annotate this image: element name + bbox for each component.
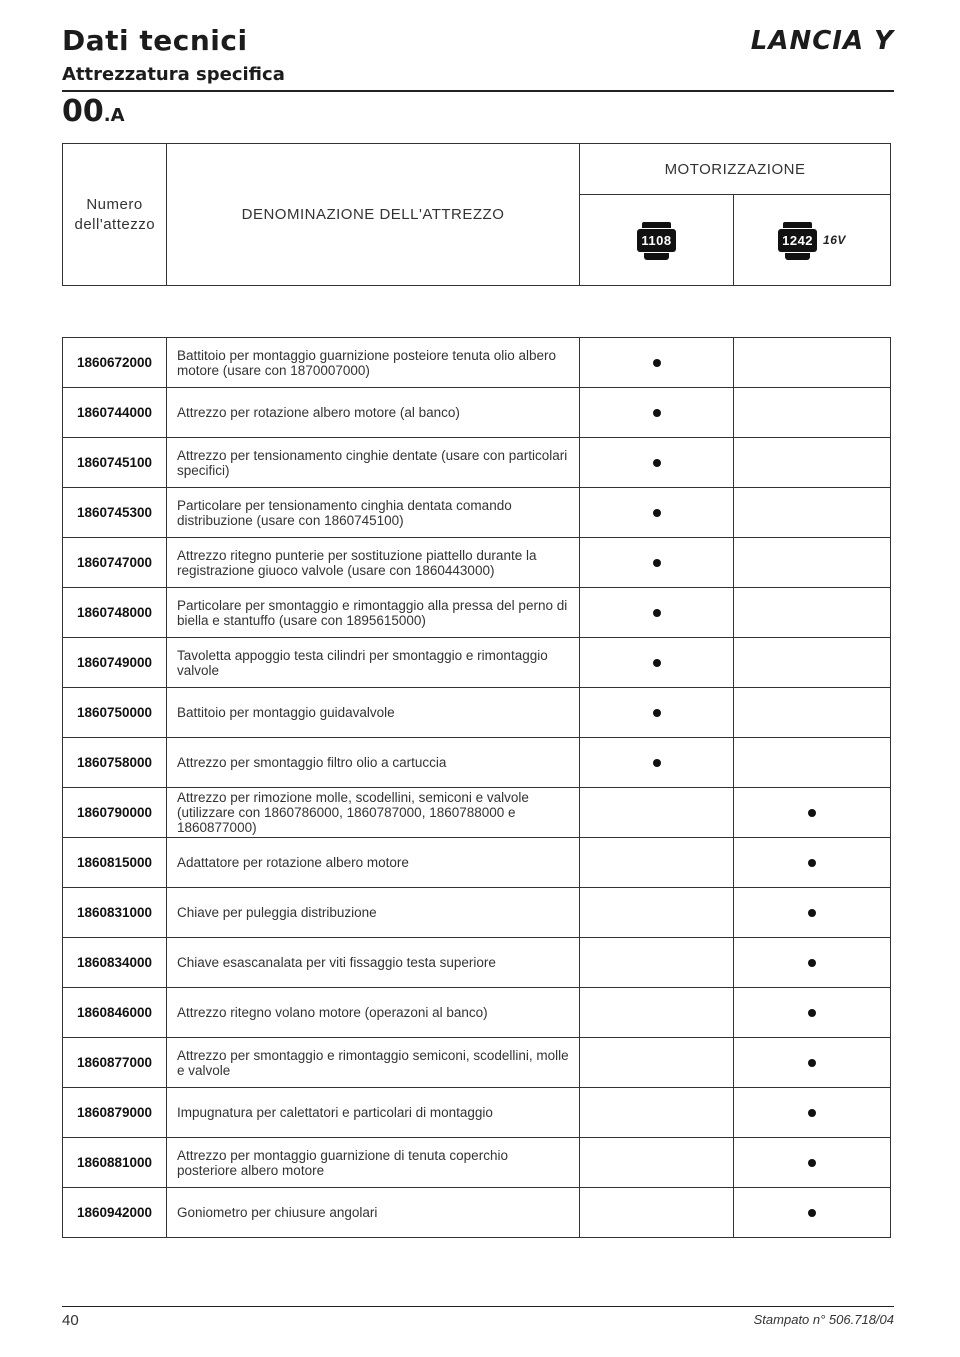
engine-1108-cell bbox=[580, 538, 734, 588]
tool-description: Attrezzo per montaggio guarnizione di tenuta coperchio posteriore albero motore bbox=[167, 1138, 580, 1188]
tool-description: Goniometro per chiusure angolari bbox=[167, 1188, 580, 1238]
engine-1108-header bbox=[580, 195, 734, 286]
tool-code: 1860815000 bbox=[63, 838, 167, 888]
table-row bbox=[63, 1038, 891, 1088]
engine-1108-cell bbox=[580, 938, 734, 988]
engine-16v-label: 16V bbox=[823, 233, 846, 247]
table-row bbox=[63, 938, 891, 988]
engine-1108-cell bbox=[580, 588, 734, 638]
table-row bbox=[63, 588, 891, 638]
engine-icon bbox=[778, 229, 846, 252]
tool-description: Particolare per smontaggio e rimontaggio alla pressa del perno di biella e stantuffo (usare con 1895615000) bbox=[167, 588, 580, 638]
tool-code: 1860758000 bbox=[63, 738, 167, 788]
engine-1108-cell bbox=[580, 888, 734, 938]
engine-1242-cell bbox=[734, 438, 891, 488]
applicable-dot-icon bbox=[808, 959, 816, 967]
table-row bbox=[63, 1088, 891, 1138]
engine-1108-cell bbox=[580, 1138, 734, 1188]
engine-1108-cell bbox=[580, 438, 734, 488]
tools-table bbox=[62, 337, 891, 1238]
tool-description: Attrezzo ritegno punterie per sostituzione piattello durante la registrazione giuoco valvole (usare con 1860443000) bbox=[167, 538, 580, 588]
engine-1108-cell bbox=[580, 638, 734, 688]
engine-1242-cell bbox=[734, 588, 891, 638]
table-row bbox=[63, 888, 891, 938]
engine-1242-cell bbox=[734, 638, 891, 688]
header-rule bbox=[62, 90, 894, 92]
applicable-dot-icon bbox=[808, 1109, 816, 1117]
engine-1108-cell bbox=[580, 338, 734, 388]
tool-code: 1860747000 bbox=[63, 538, 167, 588]
engine-1242-cell bbox=[734, 938, 891, 988]
header-table bbox=[62, 143, 891, 286]
tool-code: 1860745100 bbox=[63, 438, 167, 488]
tool-code: 1860881000 bbox=[63, 1138, 167, 1188]
engine-1242-header bbox=[734, 195, 891, 286]
engine-1108-cell bbox=[580, 388, 734, 438]
tool-code: 1860749000 bbox=[63, 638, 167, 688]
tool-code: 1860748000 bbox=[63, 588, 167, 638]
table-row bbox=[63, 1138, 891, 1188]
table-row bbox=[63, 488, 891, 538]
applicable-dot-icon bbox=[808, 1009, 816, 1017]
applicable-dot-icon bbox=[808, 859, 816, 867]
tool-description: Attrezzo per smontaggio filtro olio a cartuccia bbox=[167, 738, 580, 788]
engine-1242-cell bbox=[734, 1038, 891, 1088]
engine-1242-cell bbox=[734, 788, 891, 838]
engine-1242-cell bbox=[734, 1138, 891, 1188]
table-row bbox=[63, 838, 891, 888]
applicable-dot-icon bbox=[808, 909, 816, 917]
engine-1108-cell bbox=[580, 1088, 734, 1138]
tool-description: Chiave esascanalata per viti fissaggio testa superiore bbox=[167, 938, 580, 988]
tool-code: 1860877000 bbox=[63, 1038, 167, 1088]
tool-code: 1860834000 bbox=[63, 938, 167, 988]
engine-1242-cell bbox=[734, 1188, 891, 1238]
tool-description: Attrezzo per rotazione albero motore (al banco) bbox=[167, 388, 580, 438]
page-title: Dati tecnici bbox=[62, 24, 248, 57]
engine-1242-cell bbox=[734, 488, 891, 538]
engine-1242-cell bbox=[734, 888, 891, 938]
page-subtitle: Attrezzatura specifica bbox=[62, 64, 285, 85]
section-code-suffix: .A bbox=[103, 105, 125, 126]
applicable-dot-icon bbox=[808, 1159, 816, 1167]
printed-reference: Stampato n° 506.718/04 bbox=[753, 1312, 894, 1327]
footer-rule bbox=[62, 1306, 894, 1307]
tool-description: Particolare per tensionamento cinghia dentata comando distribuzione (usare con 1860745100) bbox=[167, 488, 580, 538]
engine-1242-cell bbox=[734, 538, 891, 588]
tool-code: 1860846000 bbox=[63, 988, 167, 1038]
column-header-name: DENOMINAZIONE DELL'ATTREZZO bbox=[167, 144, 580, 286]
engine-1108-cell bbox=[580, 838, 734, 888]
tool-code: 1860831000 bbox=[63, 888, 167, 938]
engine-1108-cell bbox=[580, 488, 734, 538]
engine-1108-cell bbox=[580, 1038, 734, 1088]
engine-1108-cell bbox=[580, 688, 734, 738]
applicable-dot-icon bbox=[808, 809, 816, 817]
engine-1242-badge: 1242 bbox=[778, 229, 817, 252]
tool-description: Battitoio per montaggio guarnizione posteiore tenuta olio albero motore (usare con 1870007000) bbox=[167, 338, 580, 388]
applicable-dot-icon bbox=[808, 1209, 816, 1217]
table-row bbox=[63, 988, 891, 1038]
engine-1108-cell bbox=[580, 988, 734, 1038]
table-row bbox=[63, 538, 891, 588]
table-row bbox=[63, 338, 891, 388]
tool-code: 1860942000 bbox=[63, 1188, 167, 1238]
engine-1108-cell bbox=[580, 738, 734, 788]
applicable-dot-icon bbox=[653, 409, 661, 417]
engine-1108-cell bbox=[580, 788, 734, 838]
brand-label: LANCIA Y bbox=[750, 26, 894, 56]
engine-1108-badge: 1108 bbox=[637, 229, 675, 252]
tool-description: Attrezzo ritegno volano motore (operazoni al banco) bbox=[167, 988, 580, 1038]
section-code-main: 00 bbox=[62, 94, 104, 129]
engine-icon bbox=[637, 229, 675, 252]
table-row bbox=[63, 738, 891, 788]
number-label: Numero dell'attezzo bbox=[74, 195, 156, 233]
tool-description: Impugnatura per calettatori e particolari di montaggio bbox=[167, 1088, 580, 1138]
engine-1242-cell bbox=[734, 838, 891, 888]
table-row bbox=[63, 788, 891, 838]
tool-code: 1860879000 bbox=[63, 1088, 167, 1138]
engine-1242-cell bbox=[734, 338, 891, 388]
tool-description: Attrezzo per tensionamento cinghie dentate (usare con particolari specifici) bbox=[167, 438, 580, 488]
applicable-dot-icon bbox=[653, 509, 661, 517]
tool-code: 1860672000 bbox=[63, 338, 167, 388]
applicable-dot-icon bbox=[653, 709, 661, 717]
page-number: 40 bbox=[62, 1312, 79, 1329]
tool-description: Attrezzo per rimozione molle, scodellini, semiconi e valvole (utilizzare con 1860786000, 1860787000, 1860788000 e 1860877000) bbox=[167, 788, 580, 838]
applicable-dot-icon bbox=[653, 559, 661, 567]
tool-code: 1860790000 bbox=[63, 788, 167, 838]
tool-description: Battitoio per montaggio guidavalvole bbox=[167, 688, 580, 738]
applicable-dot-icon bbox=[653, 359, 661, 367]
table-row bbox=[63, 388, 891, 438]
tool-code: 1860745300 bbox=[63, 488, 167, 538]
tool-description: Attrezzo per smontaggio e rimontaggio semiconi, scodellini, molle e valvole bbox=[167, 1038, 580, 1088]
engine-1242-cell bbox=[734, 388, 891, 438]
engine-1242-cell bbox=[734, 988, 891, 1038]
table-row bbox=[63, 1188, 891, 1238]
applicable-dot-icon bbox=[653, 659, 661, 667]
engine-1242-cell bbox=[734, 1088, 891, 1138]
applicable-dot-icon bbox=[808, 1059, 816, 1067]
engine-1108-cell bbox=[580, 1188, 734, 1238]
tool-description: Chiave per puleggia distribuzione bbox=[167, 888, 580, 938]
applicable-dot-icon bbox=[653, 459, 661, 467]
table-row bbox=[63, 638, 891, 688]
column-header-number bbox=[63, 144, 167, 286]
section-code bbox=[62, 94, 125, 129]
applicable-dot-icon bbox=[653, 759, 661, 767]
tool-description: Tavoletta appoggio testa cilindri per smontaggio e rimontaggio valvole bbox=[167, 638, 580, 688]
tool-description: Adattatore per rotazione albero motore bbox=[167, 838, 580, 888]
table-row bbox=[63, 688, 891, 738]
engine-1242-cell bbox=[734, 738, 891, 788]
applicable-dot-icon bbox=[653, 609, 661, 617]
column-header-engines: MOTORIZZAZIONE bbox=[580, 144, 891, 195]
engine-1242-cell bbox=[734, 688, 891, 738]
tool-code: 1860750000 bbox=[63, 688, 167, 738]
table-row bbox=[63, 438, 891, 488]
tool-code: 1860744000 bbox=[63, 388, 167, 438]
